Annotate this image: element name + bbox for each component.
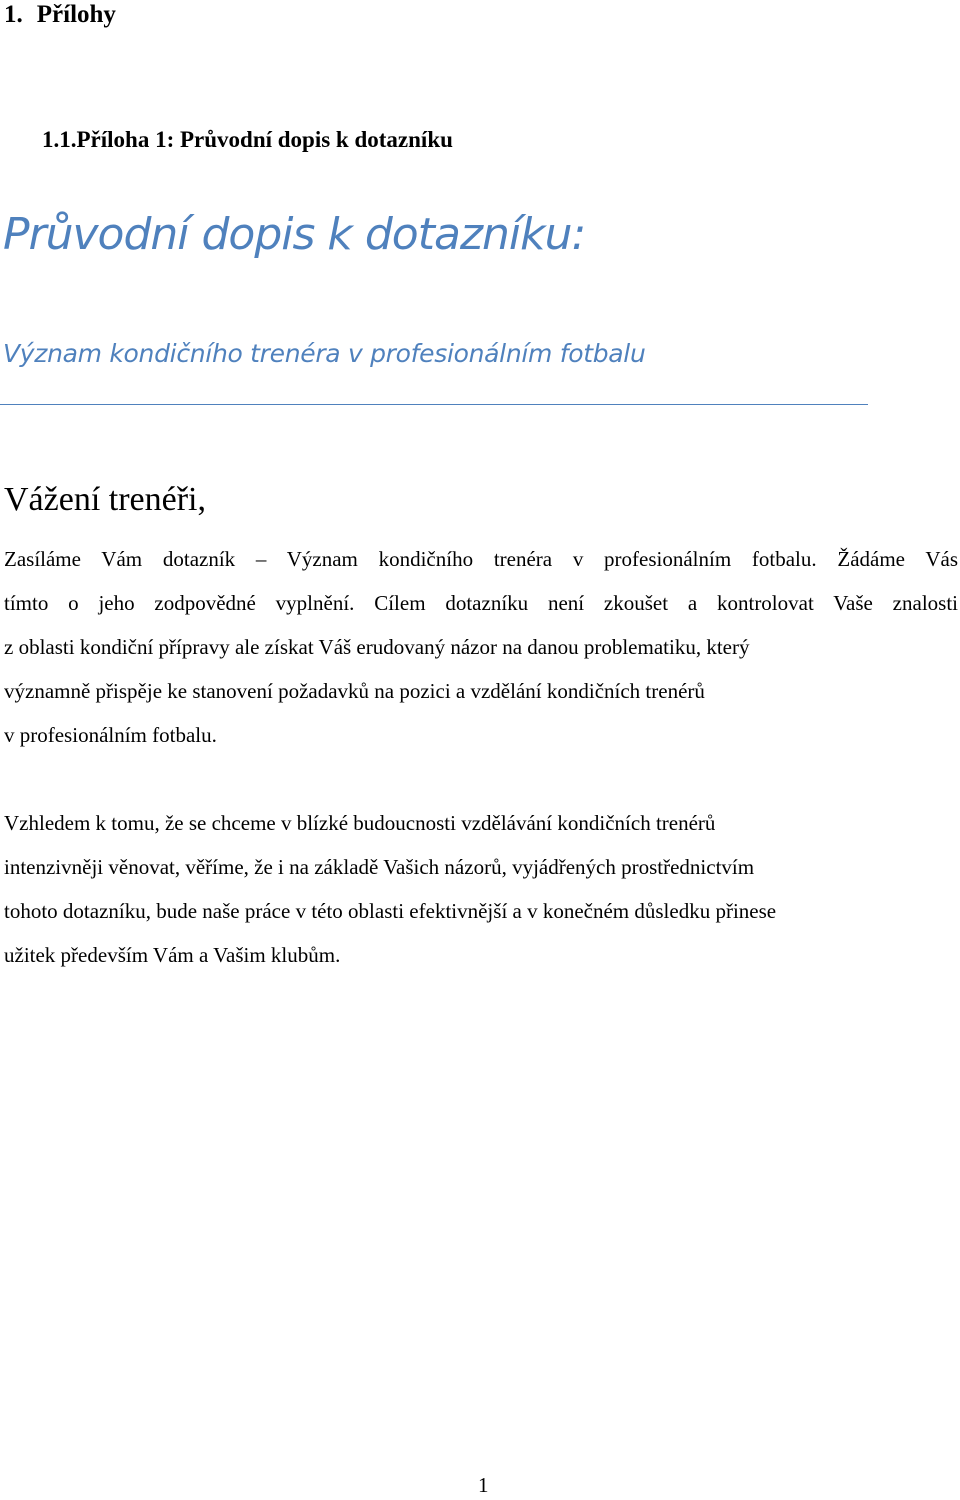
section-heading xyxy=(4,0,116,33)
section-number: 1. xyxy=(4,1,23,28)
paragraph-line: tohoto dotazníku, bude naše práce v této oblasti efektivnější a v konečném důsledku přinese xyxy=(4,899,777,923)
paragraph-purpose xyxy=(4,801,960,977)
greeting: Vážení trenéři, xyxy=(4,481,206,518)
paragraph-intro xyxy=(4,537,960,757)
document-title: Průvodní dopis k dotazníku: xyxy=(3,209,586,260)
page-number: 1 xyxy=(478,1473,489,1497)
paragraph-line: významně přispěje ke stanovení požadavků na pozici a vzdělání kondičních trenérů xyxy=(4,679,705,703)
paragraph-line: tímto o jeho zodpovědné vyplnění. Cílem dotazníku není zkoušet a kontrolovat Vaše znalosti xyxy=(4,591,958,615)
paragraph-line: z oblasti kondiční přípravy ale získat Váš erudovaný názor na danou problematiku, který xyxy=(4,635,750,659)
paragraph-line: intenzivněji věnovat, věříme, že i na základě Vašich názorů, vyjádřených prostřednictvím xyxy=(4,855,755,879)
paragraph-line: Vzhledem k tomu, že se chceme v blízké budoucnosti vzdělávání kondičních trenérů xyxy=(4,811,716,835)
paragraph-line: v profesionálním fotbalu. xyxy=(4,723,217,747)
document-subtitle: Význam kondičního trenéra v profesionálním fotbalu xyxy=(3,339,646,368)
title-divider xyxy=(0,404,868,405)
paragraph-line: užitek především Vám a Vašim klubům. xyxy=(4,943,341,967)
subsection-heading: 1.1.Příloha 1: Průvodní dopis k dotazníku xyxy=(42,127,453,152)
paragraph-line: Zasíláme Vám dotazník – Význam kondičního trenéra v profesionálním fotbalu. Žádáme Vás xyxy=(4,547,958,571)
section-title: Přílohy xyxy=(36,1,116,28)
